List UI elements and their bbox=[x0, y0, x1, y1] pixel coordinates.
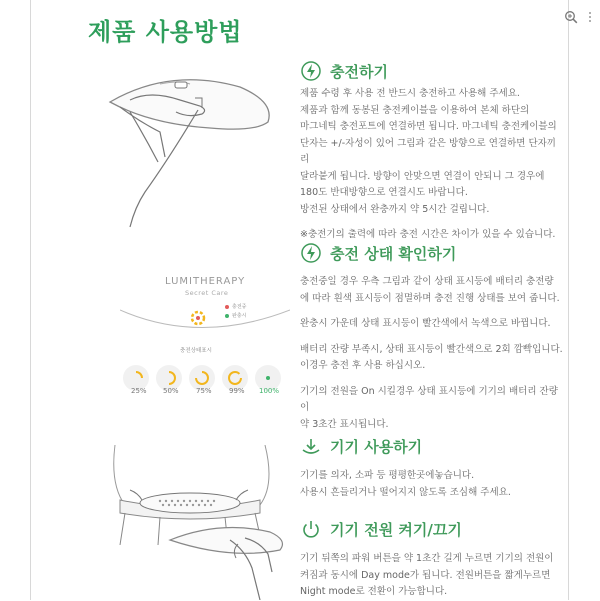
section-status-header bbox=[300, 242, 456, 264]
status-line: 에 따라 흰색 표시등이 점멸하며 충전 진행 상태를 보여 줍니다. bbox=[300, 292, 560, 304]
top-toolbar bbox=[564, 10, 592, 24]
level-label: 25% bbox=[131, 387, 147, 395]
usage-line: 사용시 흔들리거나 떨어지지 않도록 조심해 주세요. bbox=[300, 486, 511, 498]
status-line: 약 3초간 표시됩니다. bbox=[300, 418, 389, 430]
brand-subtitle: Secret Care bbox=[185, 289, 229, 297]
section-status-body bbox=[300, 274, 565, 433]
section-usage-body bbox=[300, 468, 565, 501]
page-title: 제품 사용방법 bbox=[88, 18, 243, 46]
charging-line: 달라붙게 됩니다. 방향이 안맞으면 연결이 안되니 그 경우에 bbox=[300, 170, 545, 182]
section-status-title: 충전 상태 확인하기 bbox=[330, 244, 457, 263]
charging-line: 방전된 상태에서 완충까지 약 5시간 걸립니다. bbox=[300, 203, 490, 215]
power-icon bbox=[300, 518, 322, 540]
right-frame-line bbox=[568, 0, 569, 600]
legend-full: 완충시 bbox=[225, 312, 247, 319]
status-line: 충전중일 경우 우측 그림과 같이 상태 표시등에 배터리 충전량 bbox=[300, 276, 554, 287]
level-label: 100% bbox=[259, 387, 280, 395]
power-line: 기기 뒤쪽의 파워 버튼을 약 1초간 길게 누르면 기기의 전원이 bbox=[300, 553, 554, 564]
section-power-header bbox=[300, 518, 462, 540]
left-frame-line bbox=[30, 0, 31, 600]
charging-line: 제품 수령 후 사용 전 반드시 충전하고 사용해 주세요. bbox=[300, 88, 520, 99]
status-line: 배터리 잔량 부족시, 상태 표시등이 빨간색으로 2회 깜빡입니다. bbox=[300, 343, 563, 355]
status-line: 완충시 가운데 상태 표시등이 빨간색에서 녹색으로 바뀝니다. bbox=[300, 318, 551, 329]
level-label: 50% bbox=[163, 387, 179, 395]
charging-line: 제품과 함께 동봉된 충전케이블을 이용하여 본체 하단의 bbox=[300, 104, 530, 116]
brand-logo: LUMITHERAPY bbox=[165, 276, 246, 287]
section-charging-title: 충전하기 bbox=[330, 62, 388, 81]
legend-charging: 충전중 bbox=[225, 303, 247, 310]
section-charging-header bbox=[300, 60, 388, 82]
section-usage-title: 기기 사용하기 bbox=[330, 437, 423, 456]
charge-icon bbox=[300, 60, 322, 82]
charging-line: 마그네틱 충전포트에 연결하면 됩니다. 마그네틱 충전케이블의 bbox=[300, 121, 557, 132]
zoom-in-icon[interactable] bbox=[564, 10, 578, 24]
more-vertical-icon[interactable] bbox=[588, 10, 592, 24]
charging-illustration bbox=[90, 62, 280, 232]
power-line: 켜짐과 동시에 Day mode가 됩니다. 전원버튼을 짧게누르면 bbox=[300, 569, 551, 581]
charging-line: 180도 반대방향으로 연결시도 바랍니다. bbox=[300, 187, 468, 198]
power-line: Night mode로 전환이 가능합니다. bbox=[300, 586, 448, 597]
section-charging-body bbox=[300, 86, 565, 244]
section-usage-header bbox=[300, 435, 422, 457]
download-icon bbox=[300, 435, 322, 457]
level-label: 99% bbox=[229, 387, 245, 395]
charging-note: ※충전기의 출력에 따라 충전 시간은 차이가 있을 수 있습니다. bbox=[300, 229, 556, 240]
usage-line: 기기를 의자, 소파 등 평평한곳에놓습니다. bbox=[300, 470, 475, 481]
power-illustration bbox=[160, 520, 290, 600]
status-line: 이경우 충전 후 사용 하십시오. bbox=[300, 360, 426, 371]
section-power-body bbox=[300, 551, 565, 601]
charging-line: 단자는 +/-자성이 있어 그림과 같은 방향으로 연결하면 단자끼리 bbox=[300, 137, 556, 165]
level-label: 75% bbox=[196, 387, 212, 395]
section-power-title: 기기 전원 켜기/끄기 bbox=[330, 520, 462, 539]
charge-icon bbox=[300, 242, 322, 264]
status-caption: 충전상태표시 bbox=[180, 348, 212, 354]
device-status-illustration bbox=[120, 300, 290, 350]
status-line: 기기의 전원을 On 시킬경우 상태 표시등에 기기의 배터리 잔량이 bbox=[300, 385, 558, 413]
